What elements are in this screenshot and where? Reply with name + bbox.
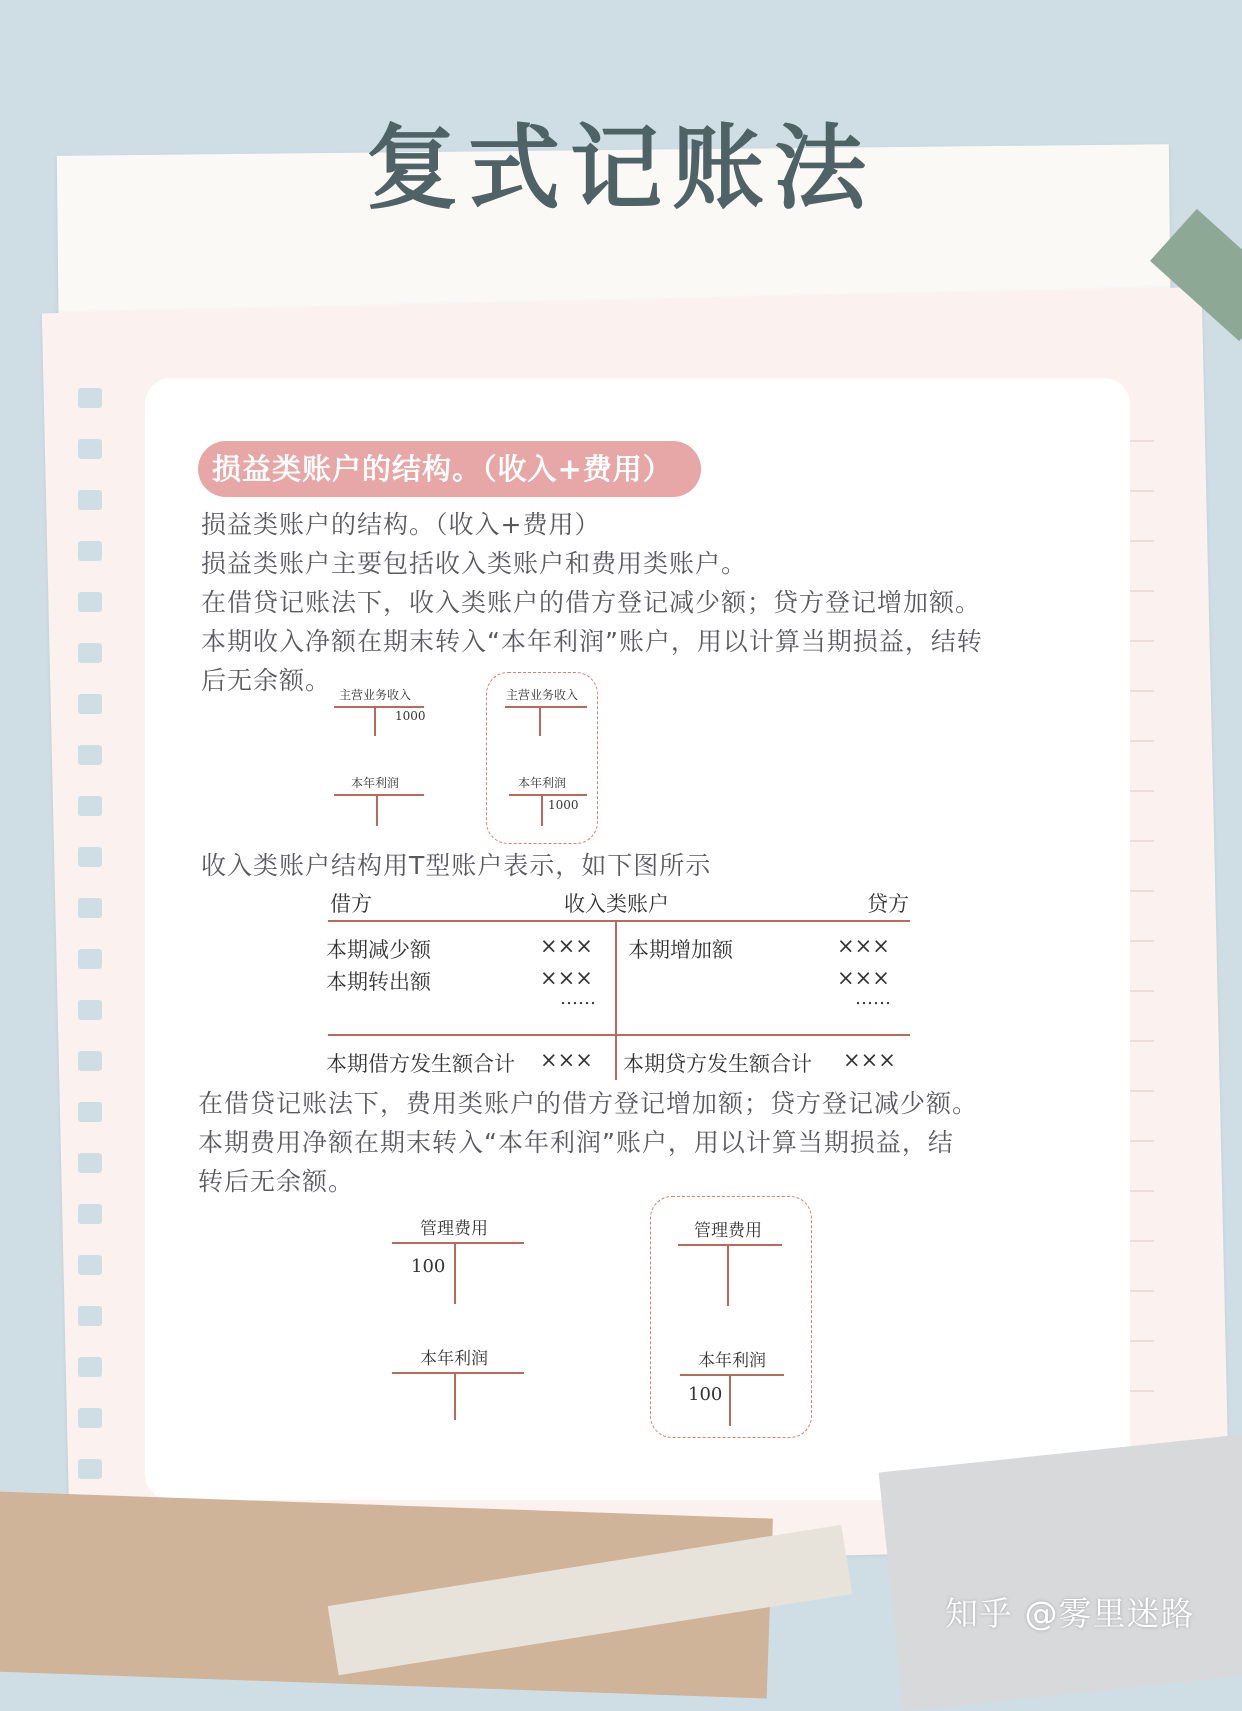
t-account-amount: 1000 [395,709,426,723]
t-account-top-line [680,1374,784,1376]
text-line: 本期费用净额在期末转入“本年利润”账户，用以计算当期损益，结 [198,1128,954,1157]
notebook-rule-lines [1130,440,1154,1440]
t-account-amount: 100 [411,1256,446,1277]
right-row-value: ××× [837,966,890,990]
account-name-label: 收入类账户 [564,892,669,916]
expense-diagram-left [392,1214,532,1424]
income-t-account-table [300,880,920,1080]
left-total-value: ××× [540,1048,593,1072]
text-line: 损益类账户的结构。（收入+费用） [201,510,601,539]
right-row-value: …… [855,988,891,1009]
expense-diagram-right [676,1216,816,1426]
t-account-divider [615,920,617,1080]
t-account-top-line [505,706,587,708]
t-account-divider [454,1242,456,1304]
t-account-intro-text: 收入类账户结构用T型账户表示，如下图所示 [201,851,712,880]
right-row-label: 本期增加额 [628,938,733,962]
text-line: 在借贷记账法下，费用类账户的借方登记增加额；贷方登记减少额。 [198,1089,979,1118]
t-account-top-line [392,1242,524,1244]
left-row-value: ××× [540,934,593,958]
income-diagram-right [497,686,597,836]
t-account-name: 本年利润 [698,1351,766,1371]
t-account-name: 本年利润 [350,776,399,790]
section-heading-pill: 损益类账户的结构。（收入+费用） [198,441,701,497]
t-account-name: 主营业务收入 [338,688,411,702]
t-account-name: 本年利润 [517,776,566,790]
text-line: 在借贷记账法下，收入类账户的借方登记减少额；贷方登记增加额。 [201,588,982,617]
t-account-top-line [509,794,587,796]
t-account-divider [376,794,378,826]
t-account-amount: 1000 [548,798,579,812]
t-account-name: 管理费用 [420,1219,488,1239]
t-account-top-line [392,1372,524,1374]
t-account-name: 管理费用 [694,1221,762,1241]
page-title: 复式记账法 [365,115,876,222]
income-paragraph [201,505,1101,700]
watermark: 知乎 @雾里迷路 [945,1594,1195,1633]
t-account-top-line [334,706,424,708]
left-row-value: ××× [540,966,593,990]
t-account-name: 主营业务收入 [505,688,578,702]
t-account-divider [539,706,541,736]
credit-label: 贷方 [867,892,909,916]
right-row-value: ××× [837,934,890,958]
t-account-header-line [328,920,910,922]
expense-paragraph [198,1084,1098,1201]
text-line: 后无余额。 [201,666,332,695]
income-diagram-left [330,686,430,836]
t-account-top-line [334,794,424,796]
text-line: 本期收入净额在期末转入“本年利润”账户，用以计算当期损益，结转 [201,627,983,656]
right-total-value: ××× [843,1048,896,1072]
t-account-divider [454,1372,456,1420]
t-account-amount: 100 [688,1384,723,1405]
t-account-top-line [678,1244,782,1246]
t-account-total-line [328,1034,910,1036]
text-line: 转后无余额。 [198,1167,355,1196]
right-total-label: 本期贷方发生额合计 [623,1052,812,1076]
text-line: 损益类账户主要包括收入类账户和费用类账户。 [201,549,748,578]
t-account-divider [541,794,543,826]
t-account-divider [729,1374,731,1426]
t-account-name: 本年利润 [420,1349,488,1369]
left-row-value: …… [560,988,596,1009]
notebook-holes [78,388,108,1510]
left-row-label: 本期转出额 [326,970,431,994]
crumpled-paper-scrap [879,1429,1242,1711]
t-account-divider [727,1244,729,1306]
debit-label: 借方 [330,892,372,916]
left-total-label: 本期借方发生额合计 [326,1052,515,1076]
t-account-divider [374,706,376,736]
left-row-label: 本期减少额 [326,938,431,962]
